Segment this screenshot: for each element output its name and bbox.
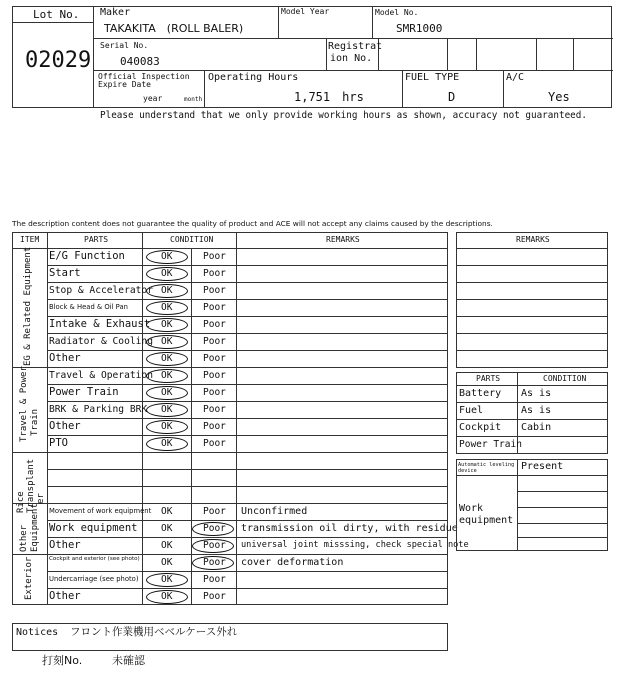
table-row-part: Other bbox=[49, 590, 81, 603]
hours-label: Operating Hours bbox=[208, 72, 299, 83]
table-row-part: E/G Function bbox=[49, 250, 125, 263]
row-separator bbox=[47, 282, 448, 283]
condition-poor: Poor bbox=[203, 591, 226, 602]
description-disclaimer: The description content does not guarantee the quality of product and ACE will not accept any claims caused by the descriptions. bbox=[12, 219, 493, 228]
serial-label: Serial No. bbox=[100, 41, 149, 50]
row-separator bbox=[47, 265, 448, 266]
group-separator bbox=[12, 452, 448, 453]
stamp-label: 打刻No. bbox=[42, 654, 83, 667]
year-label: year bbox=[143, 94, 163, 103]
registration-label: Registrat bbox=[328, 41, 383, 52]
condition-ok: OK bbox=[161, 353, 173, 364]
condition-poor: Poor bbox=[203, 574, 226, 585]
table-row-part: Other bbox=[49, 352, 81, 365]
condition-ok: OK bbox=[161, 421, 173, 432]
inspection-label-2: Expire Date bbox=[98, 80, 151, 89]
condition-poor: Poor bbox=[203, 523, 226, 534]
table-row-part: Cockpit and exterior (see photo) bbox=[49, 556, 140, 562]
model-no-value: SMR1000 bbox=[396, 22, 443, 35]
table-row-part: Other bbox=[49, 539, 81, 552]
group-label-rice: Rice bbox=[16, 491, 26, 513]
group-label-other-2: Equipment bbox=[30, 503, 40, 552]
hours-value: 1,751 hrs bbox=[294, 90, 364, 104]
lot-label: Lot No. bbox=[33, 8, 80, 21]
condition-poor: Poor bbox=[203, 404, 226, 415]
row-separator bbox=[47, 401, 448, 402]
condition-ok: OK bbox=[161, 319, 173, 330]
ok-circle-mark bbox=[146, 437, 188, 451]
condition-ok: OK bbox=[161, 370, 173, 381]
mini-part-power-train: Power Train bbox=[459, 439, 522, 450]
condition-poor: Poor bbox=[203, 353, 226, 364]
table-row-remark: transmission oil dirty, with residue bbox=[241, 522, 458, 534]
table-row-part: Movement of work equipment bbox=[49, 507, 152, 516]
col-item: ITEM bbox=[20, 235, 40, 244]
condition-ok: OK bbox=[161, 268, 173, 279]
table-row-part: Intake & Exhaust bbox=[49, 318, 151, 331]
hours-disclaimer: Please understand that we only provide working hours as shown, accuracy not guaranteed. bbox=[100, 110, 587, 121]
ok-circle-mark bbox=[146, 284, 188, 298]
ac-value: Yes bbox=[548, 90, 570, 104]
condition-ok: OK bbox=[161, 302, 173, 313]
mini-cond-cockpit: Cabin bbox=[521, 422, 552, 433]
condition-poor: Poor bbox=[203, 506, 226, 517]
table-row-part: Other bbox=[49, 420, 81, 433]
condition-ok: OK bbox=[161, 540, 173, 551]
condition-poor: Poor bbox=[203, 438, 226, 449]
fuel-value: D bbox=[448, 90, 456, 104]
condition-ok: OK bbox=[161, 438, 173, 449]
col-condition: CONDITION bbox=[170, 235, 214, 244]
table-row-remark: Unconfirmed bbox=[241, 505, 308, 517]
lot-number: 02029 bbox=[25, 48, 92, 73]
col-parts: PARTS bbox=[84, 235, 109, 244]
row-separator bbox=[47, 418, 448, 419]
row-separator bbox=[47, 435, 448, 436]
ac-label: A/C bbox=[506, 72, 525, 83]
condition-poor: Poor bbox=[203, 370, 226, 381]
inspection-label: Official Inspection bbox=[98, 72, 190, 81]
condition-ok: OK bbox=[161, 251, 173, 262]
poor-circle-mark bbox=[192, 539, 234, 553]
mini-part-fuel: Fuel bbox=[459, 405, 484, 416]
group-label-rice-2: Transplant bbox=[26, 458, 36, 513]
condition-ok: OK bbox=[161, 506, 173, 517]
group-label-travel bbox=[20, 366, 29, 442]
poor-circle-mark bbox=[192, 522, 234, 536]
ok-circle-mark bbox=[146, 267, 188, 281]
ok-circle-mark bbox=[146, 403, 188, 417]
col-remarks: REMARKS bbox=[326, 235, 360, 244]
condition-poor: Poor bbox=[203, 540, 226, 551]
condition-poor: Poor bbox=[203, 387, 226, 398]
leveling-label: Automatic leveling device bbox=[458, 462, 515, 474]
ok-circle-mark bbox=[146, 318, 188, 332]
condition-ok: OK bbox=[161, 285, 173, 296]
row-separator bbox=[47, 299, 448, 300]
table-row-remark: universal joint misssing, check special note bbox=[241, 540, 469, 551]
row-separator bbox=[47, 537, 448, 538]
registration-label-2: ion No. bbox=[330, 53, 373, 64]
ok-circle-mark bbox=[146, 369, 188, 383]
group-separator bbox=[12, 554, 448, 555]
condition-ok: OK bbox=[161, 523, 173, 534]
ok-circle-mark bbox=[146, 301, 188, 315]
maker-label: Maker bbox=[100, 7, 131, 18]
mini-part-battery: Battery bbox=[459, 388, 502, 399]
notices-text: フロント作業機用ベベルケース外れ bbox=[70, 626, 238, 638]
group-separator bbox=[12, 503, 448, 504]
row-separator bbox=[47, 469, 448, 470]
table-row-part: Power Train bbox=[49, 386, 119, 399]
table-row-part: Block & Head & Oil Pan bbox=[49, 303, 128, 312]
row-separator bbox=[47, 350, 448, 351]
month-label: month bbox=[184, 96, 203, 103]
group-label-eg: EG & Related Equipment bbox=[23, 246, 33, 366]
notices-label: Notices bbox=[16, 627, 59, 638]
row-separator bbox=[47, 384, 448, 385]
condition-ok: OK bbox=[161, 336, 173, 347]
condition-poor: Poor bbox=[203, 302, 226, 313]
group-label-rice-3: er bbox=[36, 493, 46, 504]
table-row-remark: cover deformation bbox=[241, 556, 344, 568]
condition-poor: Poor bbox=[203, 268, 226, 279]
mini-col-condition: CONDITION bbox=[543, 374, 587, 383]
mini-cond-battery: As is bbox=[521, 388, 552, 399]
ok-circle-mark bbox=[146, 386, 188, 400]
condition-ok: OK bbox=[161, 574, 173, 585]
model-no-label: Model No. bbox=[375, 8, 419, 17]
group-label-travel-2: Train bbox=[30, 408, 40, 436]
condition-ok: OK bbox=[161, 591, 173, 602]
table-row-part: PTO bbox=[49, 437, 68, 450]
table-row-part: Travel & Operation bbox=[49, 369, 153, 381]
ok-circle-mark bbox=[146, 573, 188, 587]
model-year-label: Model Year bbox=[281, 7, 330, 16]
mini-col-parts: PARTS bbox=[476, 374, 501, 383]
condition-poor: Poor bbox=[203, 336, 226, 347]
mini-cond-fuel: As is bbox=[521, 405, 552, 416]
table-row-part: Start bbox=[49, 267, 81, 280]
row-separator bbox=[47, 316, 448, 317]
mini-part-cockpit: Cockpit bbox=[459, 422, 502, 433]
right-remarks-label: REMARKS bbox=[516, 235, 550, 244]
condition-poor: Poor bbox=[203, 285, 226, 296]
group-label-other: Other bbox=[19, 524, 29, 552]
work-equipment-label: Work equipment bbox=[459, 503, 514, 526]
group-label-exterior: Exterior bbox=[24, 556, 34, 600]
condition-poor: Poor bbox=[203, 421, 226, 432]
ok-circle-mark bbox=[146, 420, 188, 434]
fuel-label: FUEL TYPE bbox=[405, 72, 460, 83]
condition-ok: OK bbox=[161, 557, 173, 568]
condition-poor: Poor bbox=[203, 319, 226, 330]
condition-ok: OK bbox=[161, 404, 173, 415]
row-separator bbox=[47, 588, 448, 589]
table-row-part: Radiator & Cooling bbox=[49, 335, 153, 347]
row-separator bbox=[47, 486, 448, 487]
ok-circle-mark bbox=[146, 335, 188, 349]
row-separator bbox=[47, 333, 448, 334]
ok-circle-mark bbox=[146, 250, 188, 264]
ok-circle-mark bbox=[146, 590, 188, 604]
maker-value: TAKAKITA (ROLL BALER) bbox=[104, 22, 244, 35]
serial-value: 040083 bbox=[120, 55, 160, 68]
row-separator bbox=[47, 571, 448, 572]
table-row-part: Work equipment bbox=[49, 522, 138, 535]
stamp-value: 未確認 bbox=[112, 654, 145, 667]
table-row-part: BRK & Parking BRK bbox=[49, 403, 148, 415]
group-separator bbox=[12, 367, 448, 368]
leveling-value: Present bbox=[521, 461, 564, 472]
ok-circle-mark bbox=[146, 352, 188, 366]
condition-ok: OK bbox=[161, 387, 173, 398]
group-label-travel-1: Travel & Power bbox=[19, 366, 29, 442]
table-row-part: Stop & Accelerator bbox=[49, 284, 153, 296]
condition-poor: Poor bbox=[203, 557, 226, 568]
row-separator bbox=[47, 520, 448, 521]
table-row-part: Undercarriage (see photo) bbox=[49, 575, 139, 584]
condition-poor: Poor bbox=[203, 251, 226, 262]
poor-circle-mark bbox=[192, 556, 234, 570]
